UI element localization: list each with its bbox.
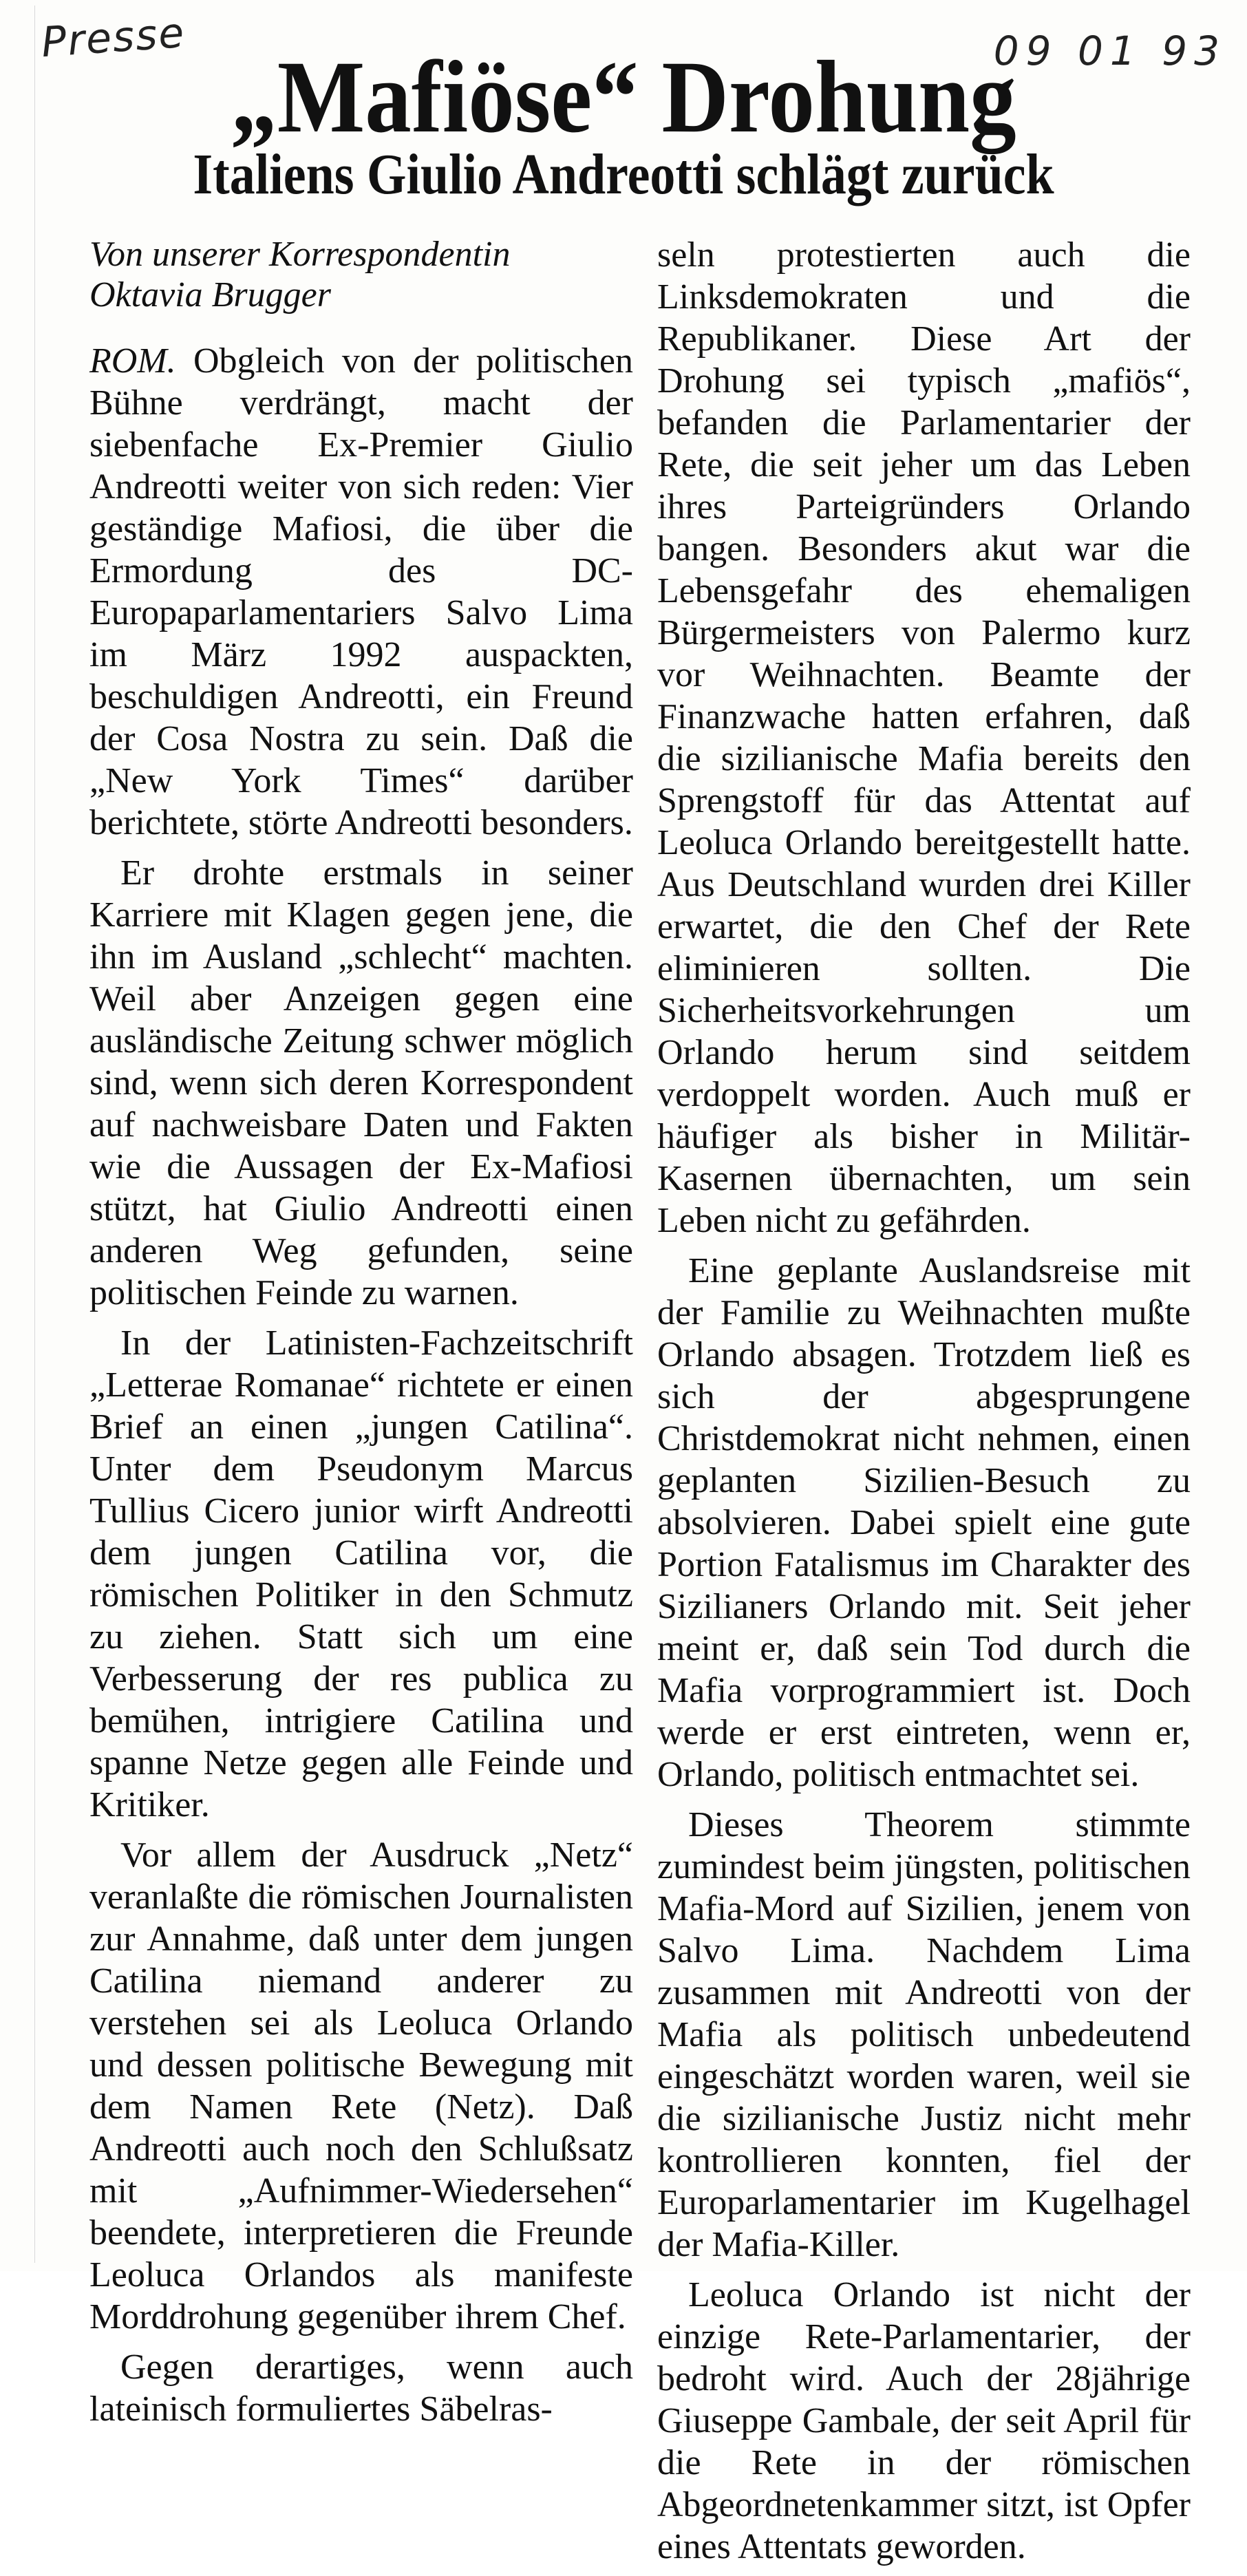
byline-line: Von unserer Korrespondentin — [89, 235, 511, 274]
article-paragraph: Gegen derartiges, wenn auch lateinisch formuliertes Säbelras- — [89, 2348, 633, 2429]
dateline: ROM. — [89, 341, 176, 381]
article-paragraph: seln protestierten auch die Linksdemokraten und die Republikaner. Diese Art der Drohung sei typisch „mafiös“, befanden die Parlamentarier der Rete, die seit jeher um das Leben ihres Parteigründers Orlando bangen. Besonders akut war die Lebensgefahr des ehemaligen Bürgermeisters von Palermo kurz vor Weihnachten. Beamte der Finanzwache hatten erfahren, daß die sizilianische Mafia bereits den Sprengstoff für das Attentat auf Leoluca Orlando bereitgestellt hatte. Aus Deutschland wurden drei Killer erwartet, die den Chef der Rete eliminieren sollten. Die Sicherheitsvorkehrungen um Orlando herum sind seitdem verdoppelt worden. Auch muß er häufiger als bisher in Militär-Kasernen übernachten, um sein Leben nicht zu gefährden. — [657, 235, 1191, 1240]
article-paragraph — [89, 340, 633, 844]
handwritten-date-note: 09 01 93 — [993, 28, 1226, 74]
article-headline: „Mafiöse“ Drohung — [231, 40, 1016, 154]
article-paragraph: Leoluca Orlando ist nicht der einzige Rete-Parlamentarier, der bedroht wird. Auch der 28jährige Giuseppe Gambale, der seit April für die Rete in der römischen Abgeordnetenkammer sitzt, ist Opfer eines Attentats geworden. — [657, 2275, 1191, 2566]
article-paragraph: In der Latinisten-Fachzeitschrift „Letterae Romanae“ richtete er einen Brief an einen „jungen Catilina“. Unter dem Pseudonym Marcus Tullius Cicero junior wirft Andreotti dem jungen Catilina vor, die römischen Politiker in den Schmutz zu ziehen. Statt sich um eine Verbesserung der res publica zu bemühen, intrigiere Catilina und spanne Netze gegen alle Feinde und Kritiker. — [89, 1323, 633, 1824]
byline-author: Oktavia Brugger — [89, 275, 331, 315]
article-column-left — [89, 234, 633, 2438]
article-subheadline: Italiens Giulio Andreotti schlägt zurück — [193, 142, 1054, 206]
paragraph-text: Obgleich von der politischen Bühne verdrängt, macht der siebenfache Ex-Premier Giulio Andreotti weiter von sich reden: Vier geständige Mafiosi, die über die Ermordung des DC-Europaparlamentariers Salvo Lima im März 1992 auspackten, beschuldigen Andreotti, ein Freund der Cosa Nostra zu sein. Daß die „New York Times“ darüber berichtete, störte Andreotti besonders. — [89, 341, 633, 842]
handwritten-source-note: Presse — [39, 8, 187, 67]
article-paragraph: Eine geplante Auslandsreise mit der Familie zu Weihnachten mußte Orlando absagen. Trotzdem ließ es sich der abgesprungene Christdemokrat nicht nehmen, einen geplanten Sizilien-Besuch zu absolvieren. Dabei spielt eine gute Portion Fatalismus im Charakter des Sizilianers Orlando mit. Seit jeher meint er, daß sein Tod durch die Mafia vorprogrammiert ist. Doch werde er erst eintreten, wenn er, Orlando, politisch entmachtet sei. — [657, 1251, 1191, 1794]
article-paragraph: Er drohte erstmals in seiner Karriere mit Klagen gegen jene, die ihn im Ausland „schlecht“ machten. Weil aber Anzeigen gegen eine ausländische Zeitung schwer möglich sind, wenn sich deren Korrespondent auf nachweisbare Daten und Fakten wie die Aussagen der Ex-Mafiosi stützt, hat Giulio Andreotti einen anderen Weg gefunden, seine politischen Feinde zu warnen. — [89, 853, 633, 1312]
byline — [89, 234, 633, 315]
article-paragraph: Vor allem der Ausdruck „Netz“ veranlaßte die römischen Journalisten zur Annahme, daß unter dem jungen Catilina niemand anderer zu verstehen sei als Leoluca Orlando und dessen politische Bewegung mit dem Namen Rete (Netz). Daß Andreotti auch noch den Schlußsatz mit „Aufnimmer-Wiedersehen“ beendete, interpretieren die Freunde Leoluca Orlandos als manifeste Morddrohung gegenüber ihrem Chef. — [89, 1835, 633, 2337]
article-column-right — [657, 234, 1191, 2576]
article-paragraph: Dieses Theorem stimmte zumindest beim jüngsten, politischen Mafia-Mord auf Sizilien, jenem von Salvo Lima. Nachdem Lima zusammen mit Andreotti von der Mafia als politisch unbedeutend eingeschätzt worden waren, weil sie die sizilianische Justiz nicht mehr kontrollieren konnten, fiel der Europarlamentarier im Kugelhagel der Mafia-Killer. — [657, 1805, 1191, 2264]
scan-edge — [34, 6, 35, 2263]
